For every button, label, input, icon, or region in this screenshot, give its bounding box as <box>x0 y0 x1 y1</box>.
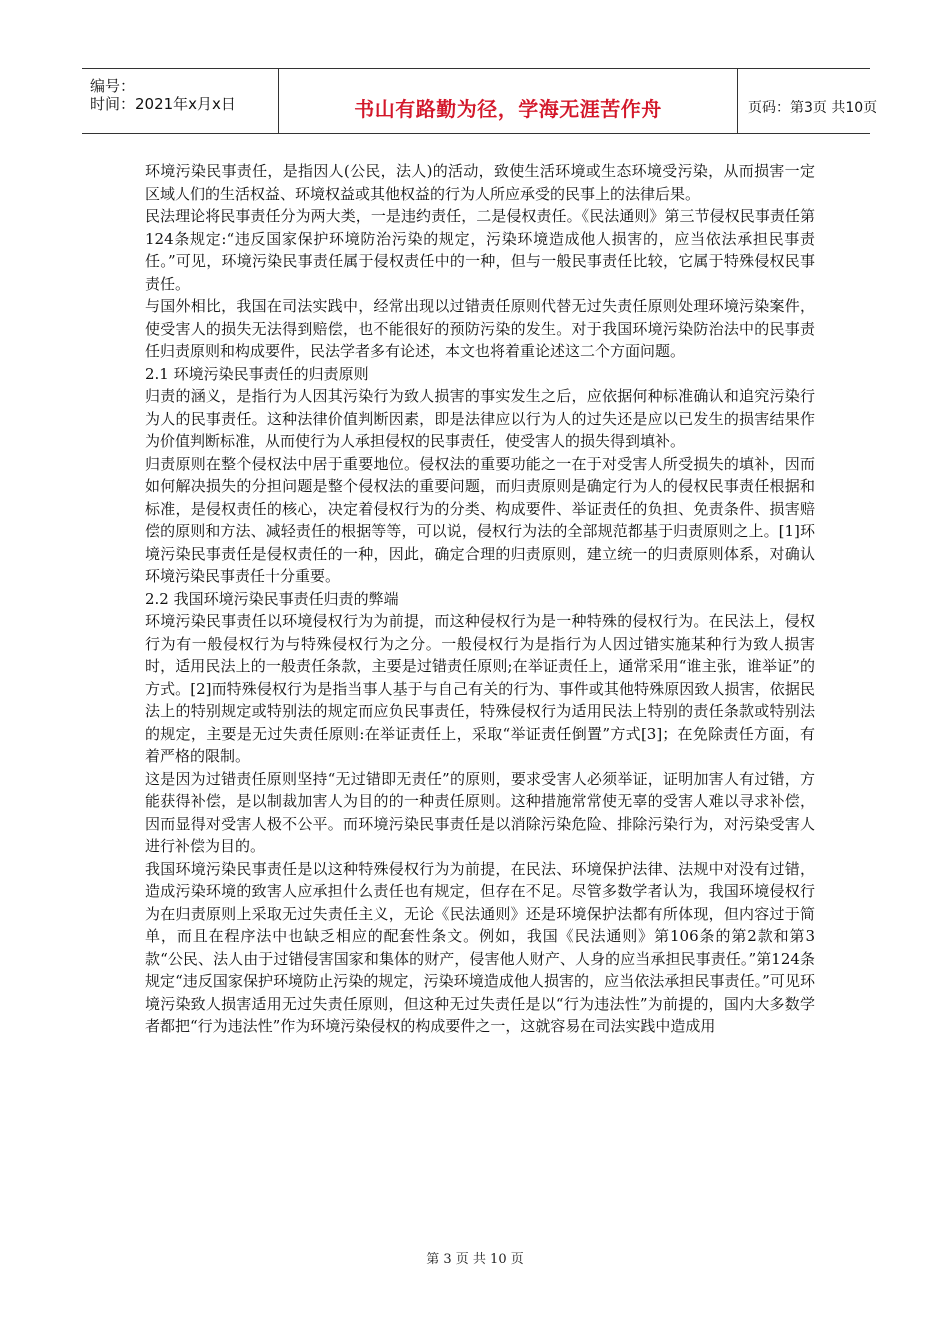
document-body <box>145 160 815 1038</box>
page-footer: 第 3 页 共 10 页 <box>426 1252 524 1267</box>
body-paragraph: 归责原则在整个侵权法中居于重要地位。侵权法的重要功能之一在于对受害人所受损失的填补，因而如何解决损失的分担问题是整个侵权法的重要问题，而归责原则是确定行为人的侵权民事责任根据和标准，是侵权责任的核心，决定着侵权行为的分类、构成要件、举证责任的负担、免责条件、损害赔偿的原则和方法、减轻责任的根据等等，可以说，侵权行为法的全部规范都基于归责原则之上。[1]环境污染民事责任是侵权责任的一种，因此，确定合理的归责原则，建立统一的归责原则体系，对确认环境污染民事责任十分重要。 <box>145 454 815 585</box>
body-paragraph: 与国外相比，我国在司法实践中，经常出现以过错责任原则代替无过失责任原则处理环境污染案件，使受害人的损失无法得到赔偿，也不能很好的预防污染的发生。对于我国环境污染防治法中的民事责任归责原则和构成要件，民法学者多有论述，本文也将着重论述这二个方面问题。 <box>145 297 815 360</box>
page-info: 页码：第3页 共10页 <box>748 100 878 116</box>
header-motto-cell <box>279 69 738 133</box>
body-paragraph: 民法理论将民事责任分为两大类，一是违约责任，二是侵权责任。《民法通则》第三节侵权民事责任第124条规定:“违反国家保护环境防治污染的规定，污染环境造成他人损害的，应当依法承担民事责任。”可见，环境污染民事责任属于侵权责任中的一种，但与一般民事责任比较，它属于特殊侵权民事责任。 <box>145 207 815 293</box>
date-label: 时间：2021年x月x日 <box>90 95 236 113</box>
header-page-cell <box>738 69 878 133</box>
number-label: 编号： <box>90 77 136 95</box>
page-header <box>82 68 878 134</box>
motto-text: 书山有路勤为径，学海无涯苦作舟 <box>354 97 662 121</box>
body-paragraph: 这是因为过错责任原则坚持“无过错即无责任”的原则，要求受害人必须举证，证明加害人有过错，方能获得补偿，是以制裁加害人为目的的一种责任原则。这种措施常常使无辜的受害人难以寻求补偿，因而显得对受害人极不公平。而环境污染民事责任是以消除污染危险、排除污染行为，对污染受害人进行补偿为目的。 <box>145 769 815 855</box>
body-paragraph: 我国环境污染民事责任是以这种特殊侵权行为为前提，在民法、环境保护法律、法规中对没有过错，造成污染环境的致害人应承担什么责任也有规定，但存在不足。尽管多数学者认为，我国环境侵权行为在归责原则上采取无过失责任主义，无论《民法通则》还是环境保护法都有所体现，但内容过于简单，而且在程序法中也缺乏相应的配套性条文。例如，我国《民法通则》第106条的第2款和第3款“公民、法人由于过错侵害国家和集体的财产，侵害他人财产、人身的应当承担民事责任。”第124条规定“违反国家保护环境防止污染的规定，污染环境造成他人损害的，应当依法承担民事责任。”可见环境污染致人损害适用无过失责任原则，但这种无过失责任是以“行为违法性”为前提的，国内大多数学者都把“行为违法性”作为环境污染侵权的构成要件之一，这就容易在司法实践中造成用 <box>145 859 815 1035</box>
body-paragraph: 环境污染民事责任，是指因人(公民，法人)的活动，致使生活环境或生态环境受污染，从而损害一定区域人们的生活权益、环境权益或其他权益的行为人所应承受的民事上的法律后果。 <box>145 162 815 203</box>
body-paragraph: 归责的涵义，是指行为人因其污染行为致人损害的事实发生之后，应依据何种标准确认和追究污染行为人的民事责任。这种法律价值判断因素，即是法律应以行为人的过失还是应以已发生的损害结果作为价值判断标准，从而使行为人承担侵权的民事责任，使受害人的损失得到填补。 <box>145 387 815 450</box>
header-meta-cell <box>82 69 279 133</box>
body-paragraph: 环境污染民事责任以环境侵权行为为前提，而这种侵权行为是一种特殊的侵权行为。在民法上，侵权行为有一般侵权行为与特殊侵权行为之分。一般侵权行为是指行为人因过错实施某种行为致人损害时，适用民法上的一般责任条款，主要是过错责任原则;在举证责任上，通常采用“谁主张，谁举证”的方式。[2]而特殊侵权行为是指当事人基于与自己有关的行为、事件或其他特殊原因致人损害，依据民法上的特别规定或特别法的规定而应负民事责任，特殊侵权行为适用民法上特别的责任条款或特别法的规定，主要是无过失责任原则:在举证责任上，采取“举证责任倒置”方式[3]；在免除责任方面，有着严格的限制。 <box>145 612 815 765</box>
section-heading: 2.2 我国环境污染民事责任归责的弊端 <box>145 589 399 608</box>
section-heading: 2.1 环境污染民事责任的归责原则 <box>145 364 369 383</box>
